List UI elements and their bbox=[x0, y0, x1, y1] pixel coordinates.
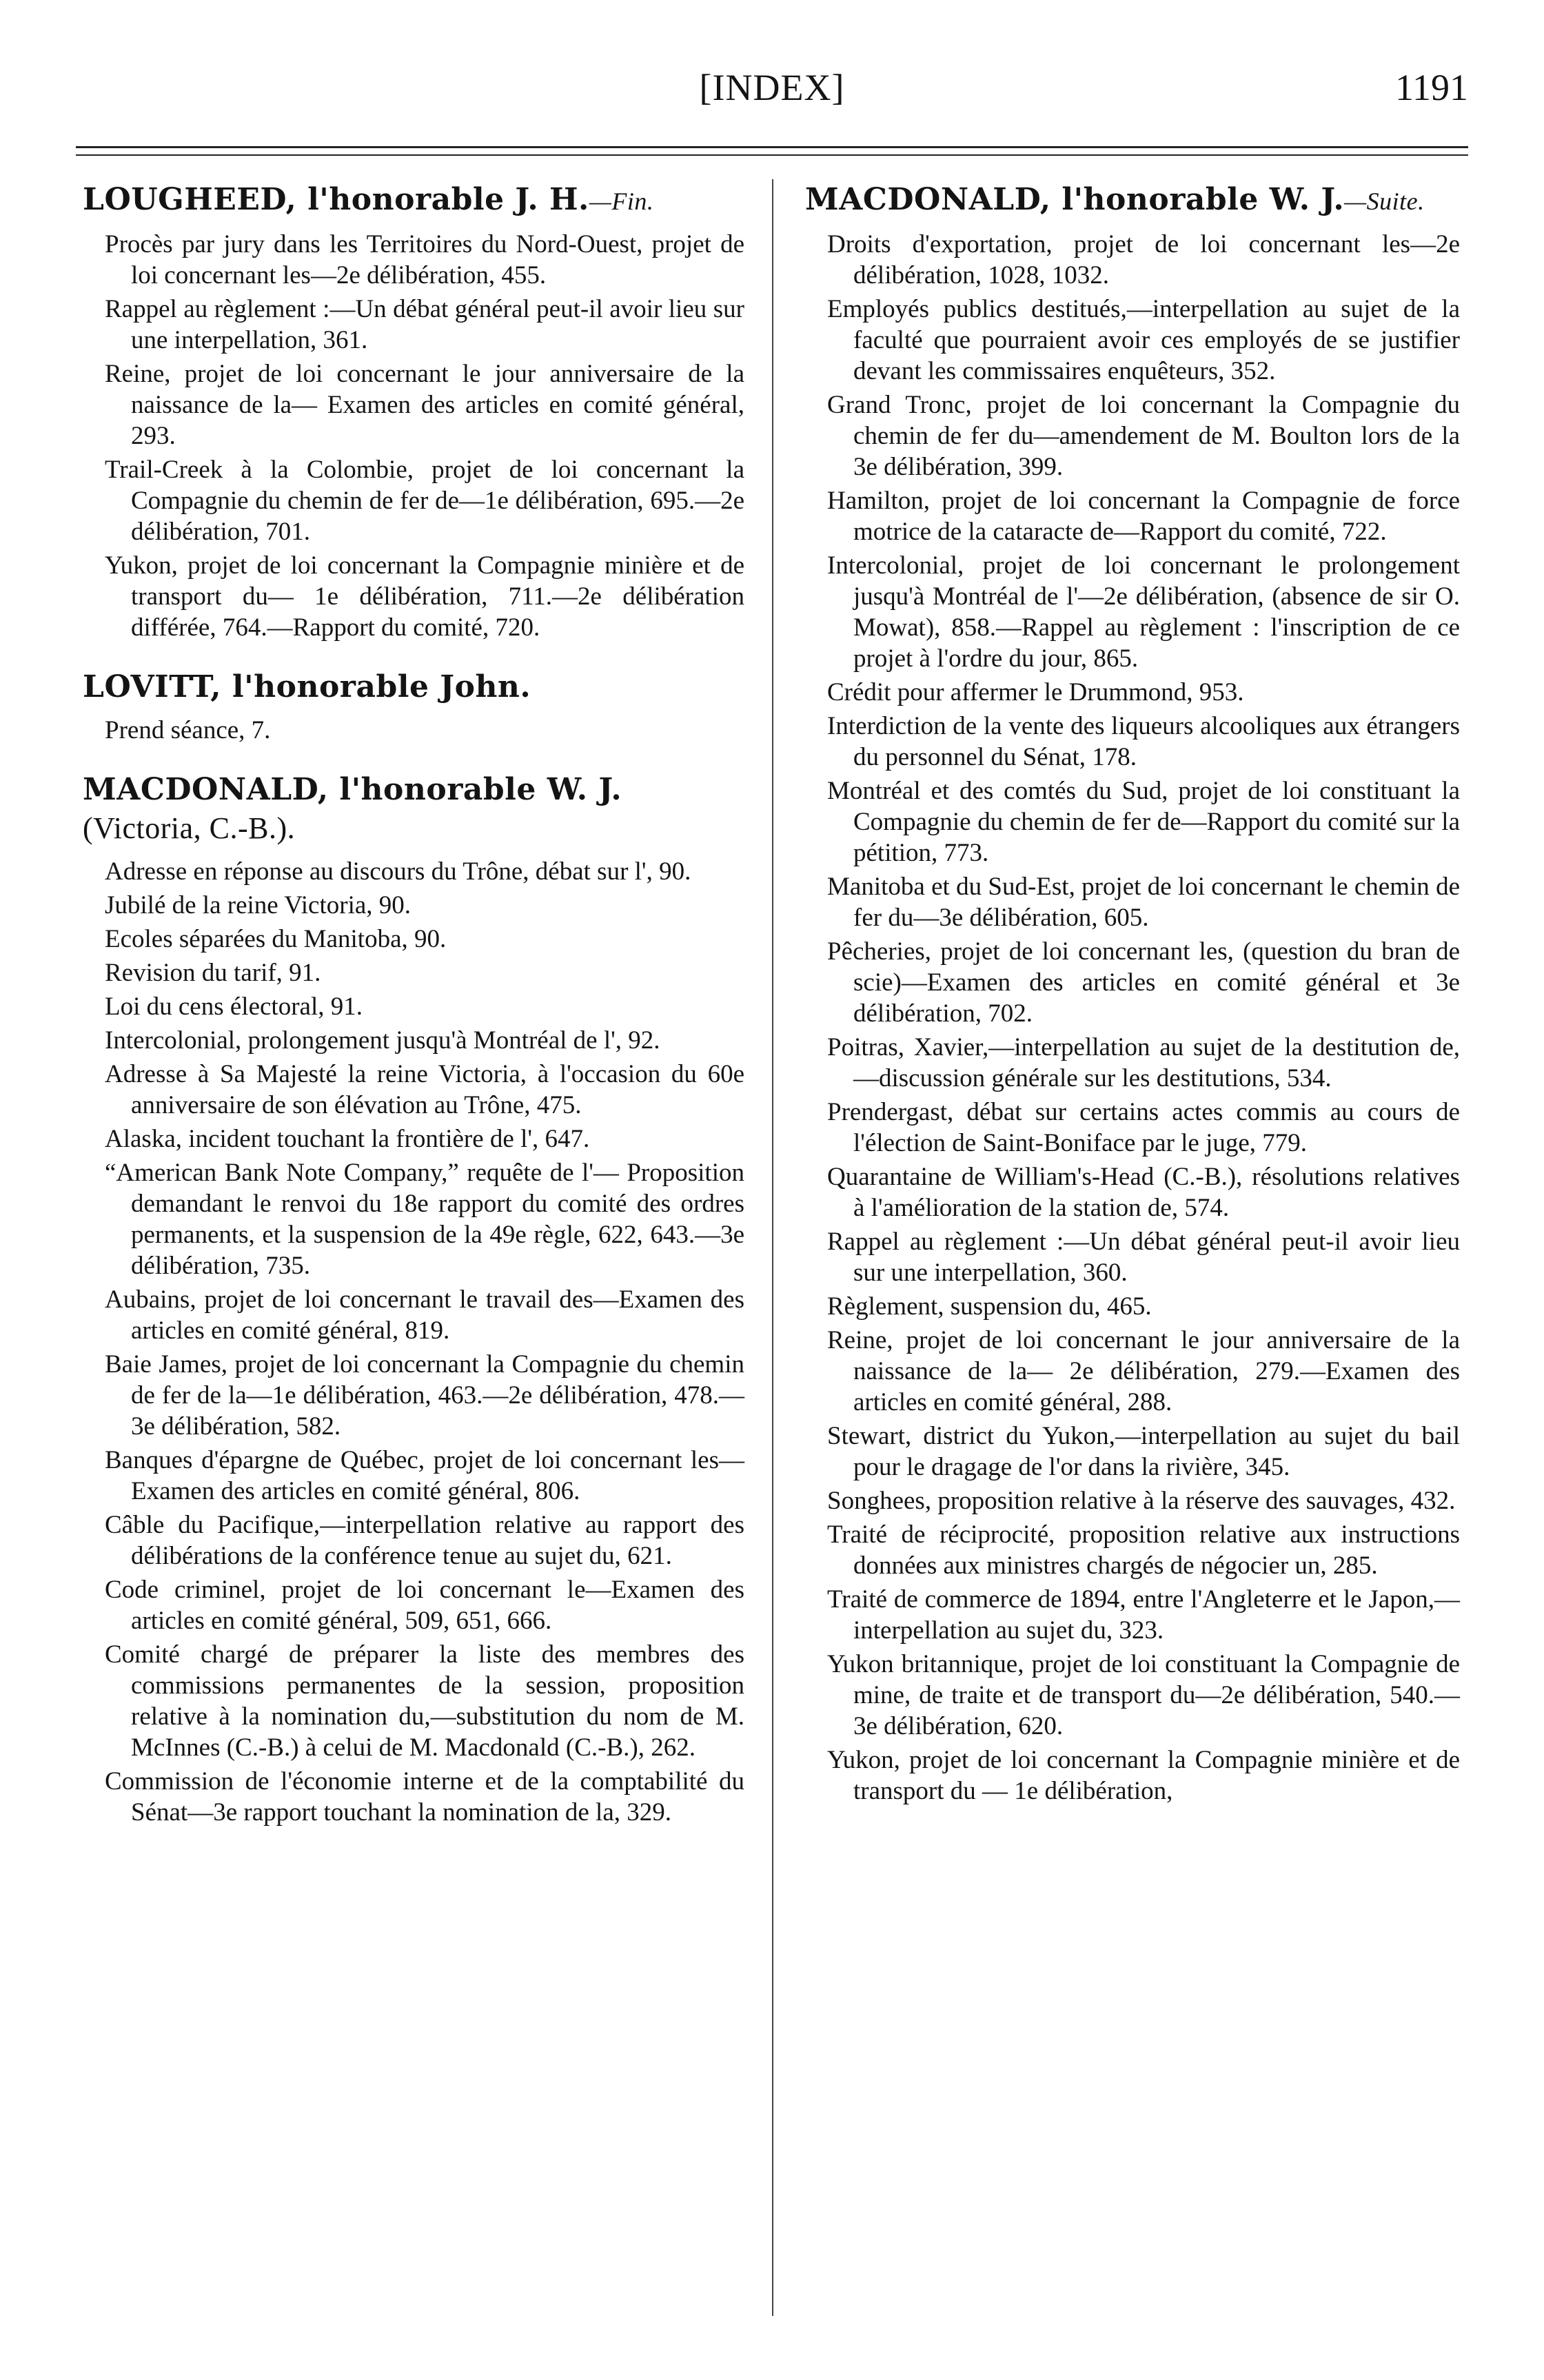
index-entry: Crédit pour affermer le Drummond, 953. bbox=[827, 678, 1244, 706]
index-entry: Banques d'épargne de Québec, projet de loi concernant les—Examen des articles en comité général, 806. bbox=[105, 1446, 744, 1505]
index-entry: Hamilton, projet de loi concernant la Compagnie de force motrice de la cataracte de—Rapport du comité, 722. bbox=[827, 487, 1460, 546]
index-entry: Alaska, incident touchant la frontière de l', 647. bbox=[105, 1125, 590, 1153]
index-entry: Pêcheries, projet de loi concernant les, (question du bran de scie)—Examen des articles en comité général et 3e délibération, 702. bbox=[827, 937, 1460, 1028]
index-entry: Manitoba et du Sud-Est, projet de loi concernant le chemin de fer du—3e délibération, 605. bbox=[827, 873, 1460, 932]
running-head bbox=[76, 66, 1468, 121]
index-entry: Aubains, projet de loi concernant le travail des—Examen des articles en comité général, 819. bbox=[105, 1285, 744, 1345]
index-entry: Revision du tarif, 91. bbox=[105, 959, 321, 987]
index-entry: Intercolonial, prolongement jusqu'à Montréal de l', 92. bbox=[105, 1026, 660, 1055]
index-entry: Droits d'exportation, projet de loi concernant les—2e délibération, 1028, 1032. bbox=[827, 230, 1460, 289]
entry-list bbox=[83, 229, 744, 643]
index-entry: Interdiction de la vente des liqueurs alcooliques aux étrangers du personnel du Sénat, 178. bbox=[827, 712, 1460, 771]
index-entry: “American Bank Note Company,” requête de l'— Proposition demandant le renvoi du 18e rapport du comité des ordres permanents, et la suspension de la 49e règle, 622, 643.—3e délibération, 735. bbox=[105, 1159, 744, 1280]
index-entry: Montréal et des comtés du Sud, projet de loi constituant la Compagnie du chemin de fer de—Rapport du comité sur la pétition, 773. bbox=[827, 777, 1460, 867]
index-entry: Rappel au règlement :—Un débat général peut-il avoir lieu sur une interpellation, 361. bbox=[105, 295, 744, 354]
index-section bbox=[83, 771, 744, 1828]
index-entry: Comité chargé de préparer la liste des membres des commissions permanentes de la session, proposition relative à la nomination du,—substitution du nom de M. McInnes (C.-B.) à celui de M. Macdonald (C.-B.), 262. bbox=[105, 1640, 744, 1762]
index-entry: Quarantaine de William's-Head (C.-B.), résolutions relatives à l'amélioration de la station de, 574. bbox=[827, 1163, 1460, 1222]
heading-name: MACDONALD, l'honorable W. J. bbox=[805, 182, 1345, 217]
index-entry: Baie James, projet de loi concernant la Compagnie du chemin de fer de la—1e délibération, 463.—2e délibération, 478.—3e délibération, 582. bbox=[105, 1350, 744, 1441]
index-entry: Reine, projet de loi concernant le jour anniversaire de la naissance de la— 2e délibération, 279.—Examen des articles en comité général, 288. bbox=[827, 1326, 1460, 1416]
index-entry: Reine, projet de loi concernant le jour anniversaire de la naissance de la— Examen des articles en comité général, 293. bbox=[105, 360, 744, 450]
index-entry: Yukon britannique, projet de loi constituant la Compagnie de mine, de traite et de transport du—2e délibération, 540.—3e délibération, 620. bbox=[827, 1650, 1460, 1740]
page-title: [INDEX] bbox=[699, 67, 845, 108]
heading-name: LOVITT, l'honorable John. bbox=[83, 669, 531, 704]
index-entry: Stewart, district du Yukon,—interpellation au sujet du bail pour le dragage de l'or dans la rivière, 345. bbox=[827, 1422, 1460, 1481]
entry-list bbox=[83, 856, 744, 1828]
index-entry: Traité de réciprocité, proposition relative aux instructions données aux ministres chargés de négocier un, 285. bbox=[827, 1520, 1460, 1580]
header-rule-top bbox=[76, 146, 1468, 148]
index-section bbox=[83, 668, 744, 746]
index-entry: Prend séance, 7. bbox=[105, 716, 271, 744]
heading-suffix: (Victoria, C.-B.). bbox=[83, 811, 296, 845]
section-heading bbox=[83, 771, 744, 848]
section-heading bbox=[83, 181, 744, 221]
heading-suffix: —Suite. bbox=[1344, 187, 1425, 215]
index-entry: Traité de commerce de 1894, entre l'Angleterre et le Japon,—interpellation au sujet du, 323. bbox=[827, 1585, 1460, 1645]
entry-list bbox=[805, 229, 1460, 1807]
index-section bbox=[83, 181, 744, 643]
heading-name: MACDONALD, l'honorable W. J. bbox=[83, 772, 622, 807]
index-entry: Câble du Pacifique,—interpellation relative au rapport des délibérations de la conférence tenue au sujet du, 621. bbox=[105, 1511, 744, 1570]
index-entry: Poitras, Xavier,—interpellation au sujet de la destitution de,—discussion générale sur les destitutions, 534. bbox=[827, 1033, 1460, 1092]
index-entry: Employés publics destitués,—interpellation au sujet de la faculté que pourraient avoir ces employés de se justifier devant les commissaires enquêteurs, 352. bbox=[827, 295, 1460, 385]
page-number: 1191 bbox=[1395, 67, 1468, 108]
section-heading bbox=[83, 668, 744, 706]
column-divider bbox=[772, 179, 773, 2316]
section-heading bbox=[805, 181, 1460, 221]
index-entry: Procès par jury dans les Territoires du Nord-Ouest, projet de loi concernant les—2e délibération, 455. bbox=[105, 230, 744, 289]
index-entry: Jubilé de la reine Victoria, 90. bbox=[105, 891, 412, 919]
index-entry: Commission de l'économie interne et de la comptabilité du Sénat—3e rapport touchant la nomination de la, 329. bbox=[105, 1767, 744, 1827]
index-entry: Adresse en réponse au discours du Trône, débat sur l', 90. bbox=[105, 857, 691, 886]
index-entry: Prendergast, débat sur certains actes commis au cours de l'élection de Saint-Boniface par le juge, 779. bbox=[827, 1098, 1460, 1157]
heading-name: LOUGHEED, l'honorable J. H. bbox=[83, 182, 589, 217]
index-entry: Songhees, proposition relative à la réserve des sauvages, 432. bbox=[827, 1487, 1456, 1515]
right-column bbox=[805, 181, 1460, 1831]
entry-list bbox=[83, 715, 744, 746]
heading-suffix: —Fin. bbox=[589, 187, 654, 215]
index-entry: Rappel au règlement :—Un débat général peut-il avoir lieu sur une interpellation, 360. bbox=[827, 1228, 1460, 1287]
index-entry: Code criminel, projet de loi concernant le—Examen des articles en comité général, 509, 651, 666. bbox=[105, 1576, 744, 1635]
header-rule-bottom bbox=[76, 154, 1468, 156]
index-entry: Yukon, projet de loi concernant la Compagnie minière et de transport du— 1e délibération, 711.—2e délibération différée, 764.—Rapport du comité, 720. bbox=[105, 551, 744, 642]
left-column bbox=[83, 181, 744, 1853]
index-entry: Loi du cens électoral, 91. bbox=[105, 993, 363, 1021]
index-entry: Intercolonial, projet de loi concernant le prolongement jusqu'à Montréal de l'—2e délibération, (absence de sir O. Mowat), 858.—Rappel au règlement : l'inscription de ce projet à l'ordre du jour, 865. bbox=[827, 551, 1460, 673]
index-entry: Adresse à Sa Majesté la reine Victoria, à l'occasion du 60e anniversaire de son élévation au Trône, 475. bbox=[105, 1060, 744, 1119]
index-entry: Ecoles séparées du Manitoba, 90. bbox=[105, 925, 447, 953]
index-entry: Grand Tronc, projet de loi concernant la Compagnie du chemin de fer du—amendement de M. Boulton lors de la 3e délibération, 399. bbox=[827, 391, 1460, 481]
index-section bbox=[805, 181, 1460, 1807]
index-entry: Règlement, suspension du, 465. bbox=[827, 1292, 1152, 1321]
index-entry: Yukon, projet de loi concernant la Compagnie minière et de transport du — 1e délibération, bbox=[827, 1746, 1460, 1805]
index-entry: Trail-Creek à la Colombie, projet de loi concernant la Compagnie du chemin de fer de—1e délibération, 695.—2e délibération, 701. bbox=[105, 456, 744, 546]
